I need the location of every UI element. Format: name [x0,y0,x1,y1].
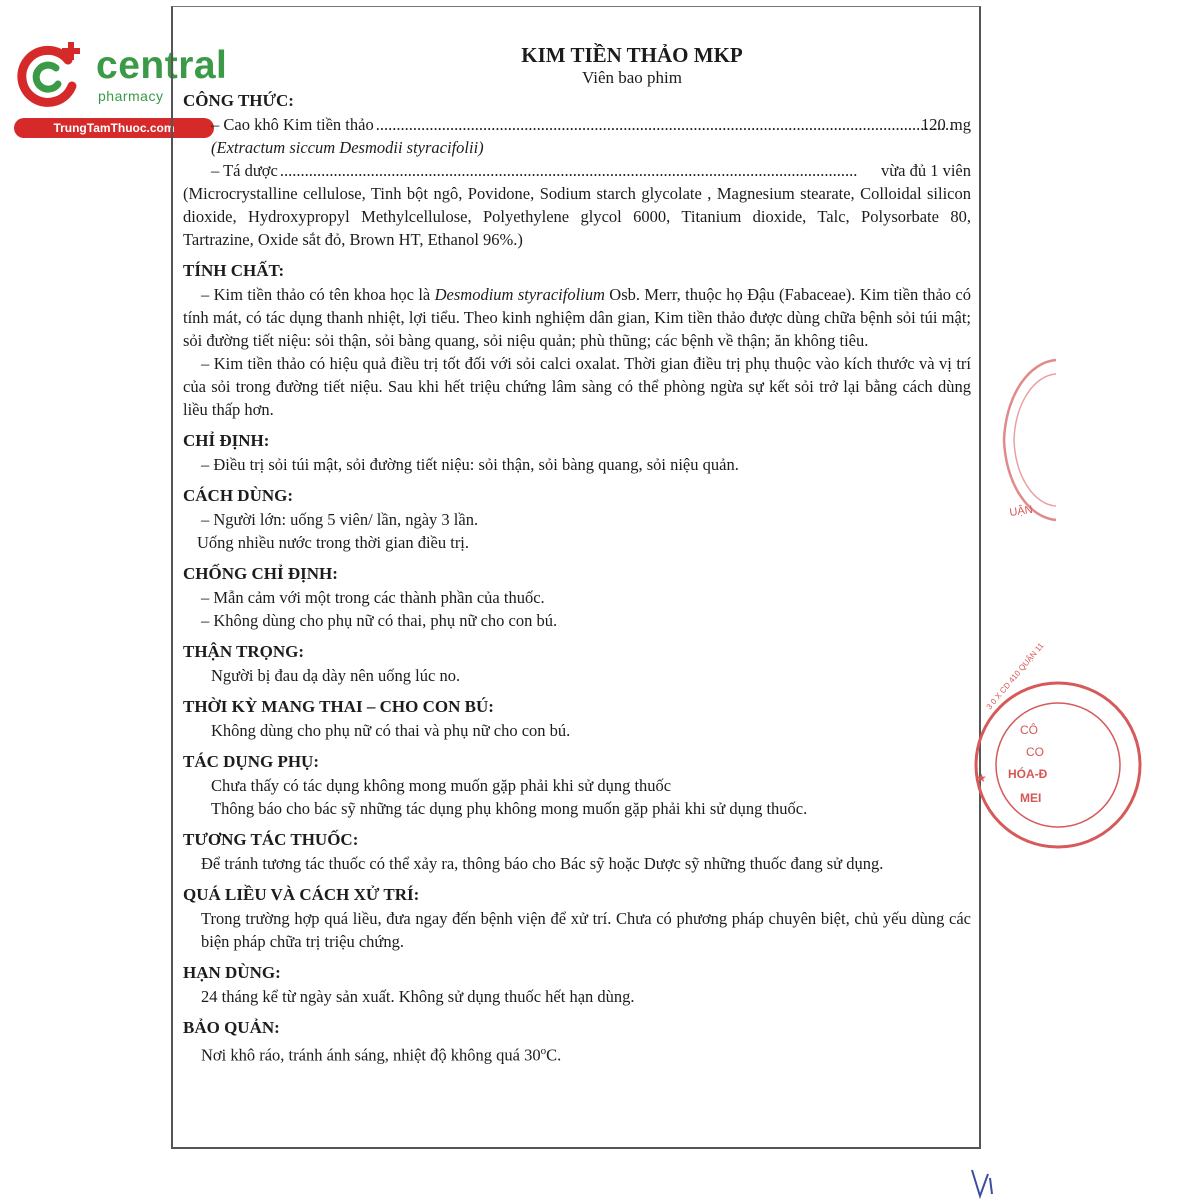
section-heading-han-dung: HẠN DÙNG: [183,963,281,982]
excipient-amount: vừa đủ 1 viên [880,161,971,180]
ingredient-label: – Cao khô Kim tiền thảo [211,115,374,134]
side-effect-line: Chưa thấy có tác dụng không mong muốn gặp phải khi sử dụng thuốc [211,776,672,795]
website-badge[interactable]: TrungTamThuoc.com [14,118,214,138]
seal-line: CO [1026,745,1044,759]
property-paragraph-2: – Kim tiền thảo có hiệu quả điều trị tốt đối với sỏi calci oxalat. Thời gian điều trị phụ thuộc vào kích thước và vị trí của sỏi trong đường tiết niệu. Sau khi hết triệu chứng lâm sàng có thể phòng ngừa sự kết sỏi trở lại bằng cách dùng liều thấp hơn. [183,354,971,419]
signature-icon [968,1168,1008,1200]
text-span: – Kim tiền thảo có tên khoa học là [201,285,435,304]
excipient-label: – Tá dược [211,161,278,180]
official-stamp-icon [996,350,1056,530]
page-title: KIM TIỀN THẢO MKP [521,43,743,67]
section-heading-chi-dinh: CHỈ ĐỊNH: [183,431,270,450]
precaution-text: Người bị đau dạ dày nên uống lúc no. [211,666,461,685]
brand-name: central [96,44,228,87]
section-heading-tinh-chat: TÍNH CHẤT: [183,261,285,280]
contraindication-line: – Không dùng cho phụ nữ có thai, phụ nữ cho con bú. [201,611,558,630]
brand-tagline: pharmacy [98,88,164,104]
seal-line: CÔ [1020,723,1038,737]
section-heading-mang-thai: THỜI KỲ MANG THAI – CHO CON BÚ: [183,697,494,716]
section-heading-tac-dung-phu: TÁC DỤNG PHỤ: [183,752,319,771]
ingredient-latin-name: (Extractum siccum Desmodii styracifolii) [211,138,484,157]
contraindication-line: – Mẫn cảm với một trong các thành phần của thuốc. [201,588,545,607]
stamp-text: UẬN [1008,503,1034,519]
excipient-list: (Microcrystalline cellulose, Tinh bột ngô, Povidone, Sodium starch glycolate , Magnesium stearate, Colloidal silicon dioxide, Hydroxypropyl Methylcellulose, Polyethylene glycol 6000, Titanium dioxide, Talc, Polysorbate 80, Tartrazine, Oxide sắt đỏ, Brown HT, Ethanol 96%.) [183,184,971,249]
ingredient-amount: 120 mg [921,115,971,134]
degree-sup: o [540,1045,547,1057]
indication-text: – Điều trị sỏi túi mật, sỏi đường tiết niệu: sỏi thận, sỏi bàng quang, sỏi niệu quản. [201,455,739,474]
overdose-text: Trong trường hợp quá liều, đưa ngay đến bệnh viện để xử trí. Chưa có phương pháp chuyên biệt, chủ yếu dùng các biện pháp chữa trị triệu chứng. [201,909,971,951]
dosage-line: Uống nhiều nước trong thời gian điều trị. [197,533,470,552]
section-heading-cach-dung: CÁCH DÙNG: [183,486,294,505]
interaction-text: Để tránh tương tác thuốc có thể xảy ra, thông báo cho Bác sỹ hoặc Dược sỹ những thuốc đang sử dụng. [201,854,884,873]
side-effect-line: Thông báo cho bác sỹ những tác dụng phụ không mong muốn gặp phải khi sử dụng thuốc. [211,799,808,818]
storage-text [183,1040,971,1067]
section-heading-qua-lieu: QUÁ LIỀU VÀ CÁCH XỬ TRÍ: [183,885,420,904]
dot-leader [376,113,919,136]
section-heading-chong-chi-dinh: CHỐNG CHỈ ĐỊNH: [183,564,338,583]
dot-leader [280,159,879,182]
seal-ring-text: 3 0 X CD 410 QUẬN 11 [984,641,1046,712]
section-heading-bao-quan: BẢO QUẢN: [183,1018,280,1037]
ingredient-row [183,113,971,136]
leaflet-document [171,6,981,1149]
excipient-row [183,159,971,182]
scientific-name: Desmodium styracifolium [434,285,605,304]
page-subtitle: Viên bao phim [581,68,683,87]
text-span: C. [546,1045,562,1065]
company-seal-icon [968,641,1058,850]
property-paragraph-1 [183,283,971,352]
central-logo-icon [10,38,90,118]
text-span: Nơi khô ráo, tránh ánh sáng, nhiệt độ không quá 30 [201,1045,541,1065]
pregnancy-text: Không dùng cho phụ nữ có thai và phụ nữ cho con bú. [211,721,571,740]
seal-line: MEI [1020,791,1042,805]
section-heading-tuong-tac: TƯƠNG TÁC THUỐC: [183,830,359,849]
text-span: Osb. Merr, thuộc họ Đậu (Fabaceae). Kim tiền thảo có tính mát, có tác dụng thanh nhiệt, lợi tiểu. Theo kinh nghiệm dân gian, Kim tiền thảo được dùng chữa bệnh sỏi túi mật; sỏi đường tiết niệu: sỏi thận, sỏi bàng quang, sỏi niệu quản; phù thũng; các bệnh về thận; ăn không tiêu. [183,285,971,350]
section-heading-than-trong: THẬN TRỌNG: [183,642,305,661]
shelf-life-text: 24 tháng kể từ ngày sản xuất. Không sử dụng thuốc hết hạn dùng. [201,987,635,1006]
star-icon: ★ [976,771,987,785]
seal-line: HÓA-Đ [1008,767,1048,781]
section-heading-cong-thuc: CÔNG THỨC: [183,91,294,110]
dosage-line: – Người lớn: uống 5 viên/ lần, ngày 3 lần. [201,510,479,529]
